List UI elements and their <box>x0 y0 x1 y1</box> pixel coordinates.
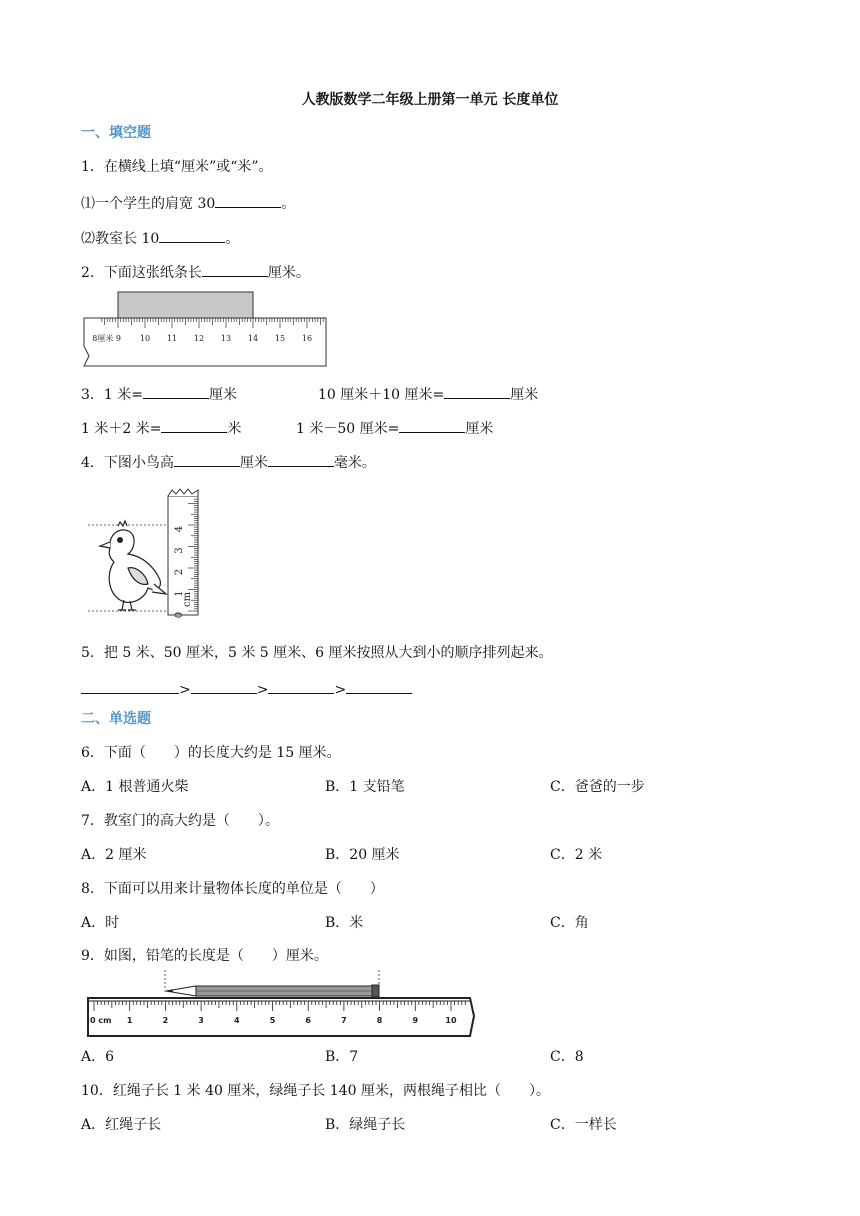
question-10-stem: 10．红绳子长 1 米 40 厘米，绿绳子长 140 厘米，两根绳子相比（ ）。 <box>81 1083 550 1099</box>
q7-option-a[interactable]: A．2 厘米 <box>81 847 147 863</box>
ruler-tick-label: 0 cm <box>90 1016 112 1025</box>
q7-option-b[interactable]: B．20 厘米 <box>325 847 400 863</box>
question-3-row-2a <box>81 418 241 438</box>
ruler-tick-label: 9 <box>412 1016 419 1025</box>
q8-option-c[interactable]: C．角 <box>550 915 589 931</box>
section-heading-fill: 一、填空题 <box>81 125 151 141</box>
q3-c-unit: 米 <box>227 421 242 437</box>
vertical-ruler-torn-edge <box>168 489 198 496</box>
q1-p1-end: 。 <box>281 196 296 212</box>
ruler-tick-label: 15 <box>274 334 286 343</box>
q6-option-a[interactable]: A．1 根普通火柴 <box>81 779 189 795</box>
question-3-row-1a <box>81 384 237 404</box>
bird-height-figure <box>82 488 212 618</box>
question-4-stem <box>81 452 376 472</box>
q3-c-text: 1 米＋2 米= <box>81 421 162 437</box>
q1-p2-end: 。 <box>225 231 240 247</box>
q5-sep-1: > <box>179 682 191 698</box>
q3-b-unit: 厘米 <box>510 387 539 403</box>
question-8-stem: 8．下面可以用来计量物体长度的单位是（ ） <box>81 881 384 897</box>
q3-c-blank[interactable] <box>161 418 227 433</box>
ruler-tick-label: 11 <box>166 334 178 343</box>
q1-p1-blank[interactable] <box>215 193 281 208</box>
page-title: 人教版数学二年级上册第一单元 长度单位 <box>301 92 559 108</box>
question-5-ordering-line <box>81 679 412 699</box>
q3-d-unit: 厘米 <box>465 421 494 437</box>
question-5-stem: 5．把 5 米、50 厘米，5 米 5 厘米、6 厘米按照从大到小的顺序排列起来。 <box>81 645 553 661</box>
ruler-tick-label: 10 <box>139 334 151 343</box>
pencil-ruler-figure <box>84 970 476 1042</box>
q2-unit: 厘米。 <box>267 265 310 281</box>
q4-text: 4．下图小鸟高 <box>81 455 174 471</box>
section-heading-choice: 二、单选题 <box>81 711 151 727</box>
q9-option-c[interactable]: C．8 <box>550 1049 584 1065</box>
q5-sep-2: > <box>256 682 269 698</box>
ruler-tick-label: 4 <box>174 525 185 533</box>
ruler-tick-label: 7 <box>341 1016 347 1025</box>
q5-sep-3: > <box>334 682 347 698</box>
pencil-icon <box>166 985 379 997</box>
q1-p2-blank[interactable] <box>159 228 225 243</box>
q9-option-b[interactable]: B．7 <box>325 1049 359 1065</box>
ruler-tick-label: 3 <box>174 547 185 554</box>
q3-a-text: 3．1 米= <box>81 387 143 403</box>
q10-option-b[interactable]: B．绿绳子长 <box>325 1117 406 1133</box>
ruler-tick-label: 14 <box>247 334 259 343</box>
q4-unit-mm: 毫米。 <box>333 455 376 471</box>
paper-strip <box>118 292 253 319</box>
q1-p2-text: ⑵教室长 10 <box>81 231 160 247</box>
ruler-tick-label: 12 <box>193 334 205 343</box>
ruler-tick-label: 13 <box>220 334 232 343</box>
ruler-tick-label: 0 <box>174 611 185 618</box>
paper-strip-ruler-figure <box>80 290 330 370</box>
q2-blank[interactable] <box>202 262 268 277</box>
question-1-stem: 1．在横线上填“厘米”或“米”。 <box>81 159 273 175</box>
q3-b-blank[interactable] <box>444 384 510 399</box>
q8-option-b[interactable]: B．米 <box>325 915 364 931</box>
q3-a-blank[interactable] <box>143 384 209 399</box>
q3-d-blank[interactable] <box>399 418 465 433</box>
ruler-tick-label: 2 <box>162 1016 169 1025</box>
bird-icon <box>100 521 166 610</box>
q3-b-text: 10 厘米＋10 厘米= <box>318 387 445 403</box>
q3-a-unit: 厘米 <box>209 387 237 403</box>
q8-option-a[interactable]: A．时 <box>81 915 120 931</box>
q4-blank-mm[interactable] <box>268 452 334 467</box>
question-9-stem: 9．如图，铅笔的长度是（ ）厘米。 <box>81 948 328 964</box>
ruler-tick-label: 10 <box>445 1016 457 1025</box>
q5-blank-2[interactable] <box>191 679 257 694</box>
ruler-tick-label: 3 <box>198 1016 204 1025</box>
ruler-tick-label: 8 <box>376 1016 383 1025</box>
ruler-tick-label: 1 <box>174 590 185 597</box>
ruler-tick-label: 2 <box>174 568 185 576</box>
question-2-stem <box>81 262 310 282</box>
q10-option-c[interactable]: C．一样长 <box>550 1117 617 1133</box>
ruler-tick-label: 4 <box>234 1016 240 1025</box>
q6-option-c[interactable]: C．爸爸的一步 <box>550 779 645 795</box>
q3-d-text: 1 米－50 厘米= <box>296 421 400 437</box>
question-3-row-1b <box>318 384 538 404</box>
ruler-tick-label: 16 <box>301 334 313 343</box>
q7-option-c[interactable]: C．2 米 <box>550 847 603 863</box>
q6-option-b[interactable]: B．1 支铅笔 <box>325 779 405 795</box>
question-1-part-1 <box>81 193 295 213</box>
q5-blank-4[interactable] <box>346 679 412 694</box>
question-1-part-2 <box>81 228 239 248</box>
ruler-tick-label: 1 <box>126 1016 133 1025</box>
ruler-tick-label: 5 <box>269 1016 276 1025</box>
question-6-stem: 6．下面（ ）的长度大约是 15 厘米。 <box>81 745 341 761</box>
q4-unit-cm: 厘米 <box>239 455 268 471</box>
ruler-unit-label: cm <box>182 591 193 607</box>
q9-option-a[interactable]: A．6 <box>81 1049 115 1065</box>
q2-text: 2．下面这张纸条长 <box>81 265 202 281</box>
question-3-row-2b <box>296 418 493 438</box>
ruler-tick-label: 8厘米 9 <box>92 334 121 343</box>
q5-blank-3[interactable] <box>268 679 334 694</box>
q10-option-a[interactable]: A．红绳子长 <box>81 1117 162 1133</box>
ruler-tick-label: 6 <box>305 1016 311 1025</box>
question-7-stem: 7．教室门的高大约是（ ）。 <box>81 813 279 829</box>
q5-blank-1[interactable] <box>81 679 179 694</box>
q1-p1-text: ⑴一个学生的肩宽 30 <box>81 196 216 212</box>
q4-blank-cm[interactable] <box>174 452 240 467</box>
